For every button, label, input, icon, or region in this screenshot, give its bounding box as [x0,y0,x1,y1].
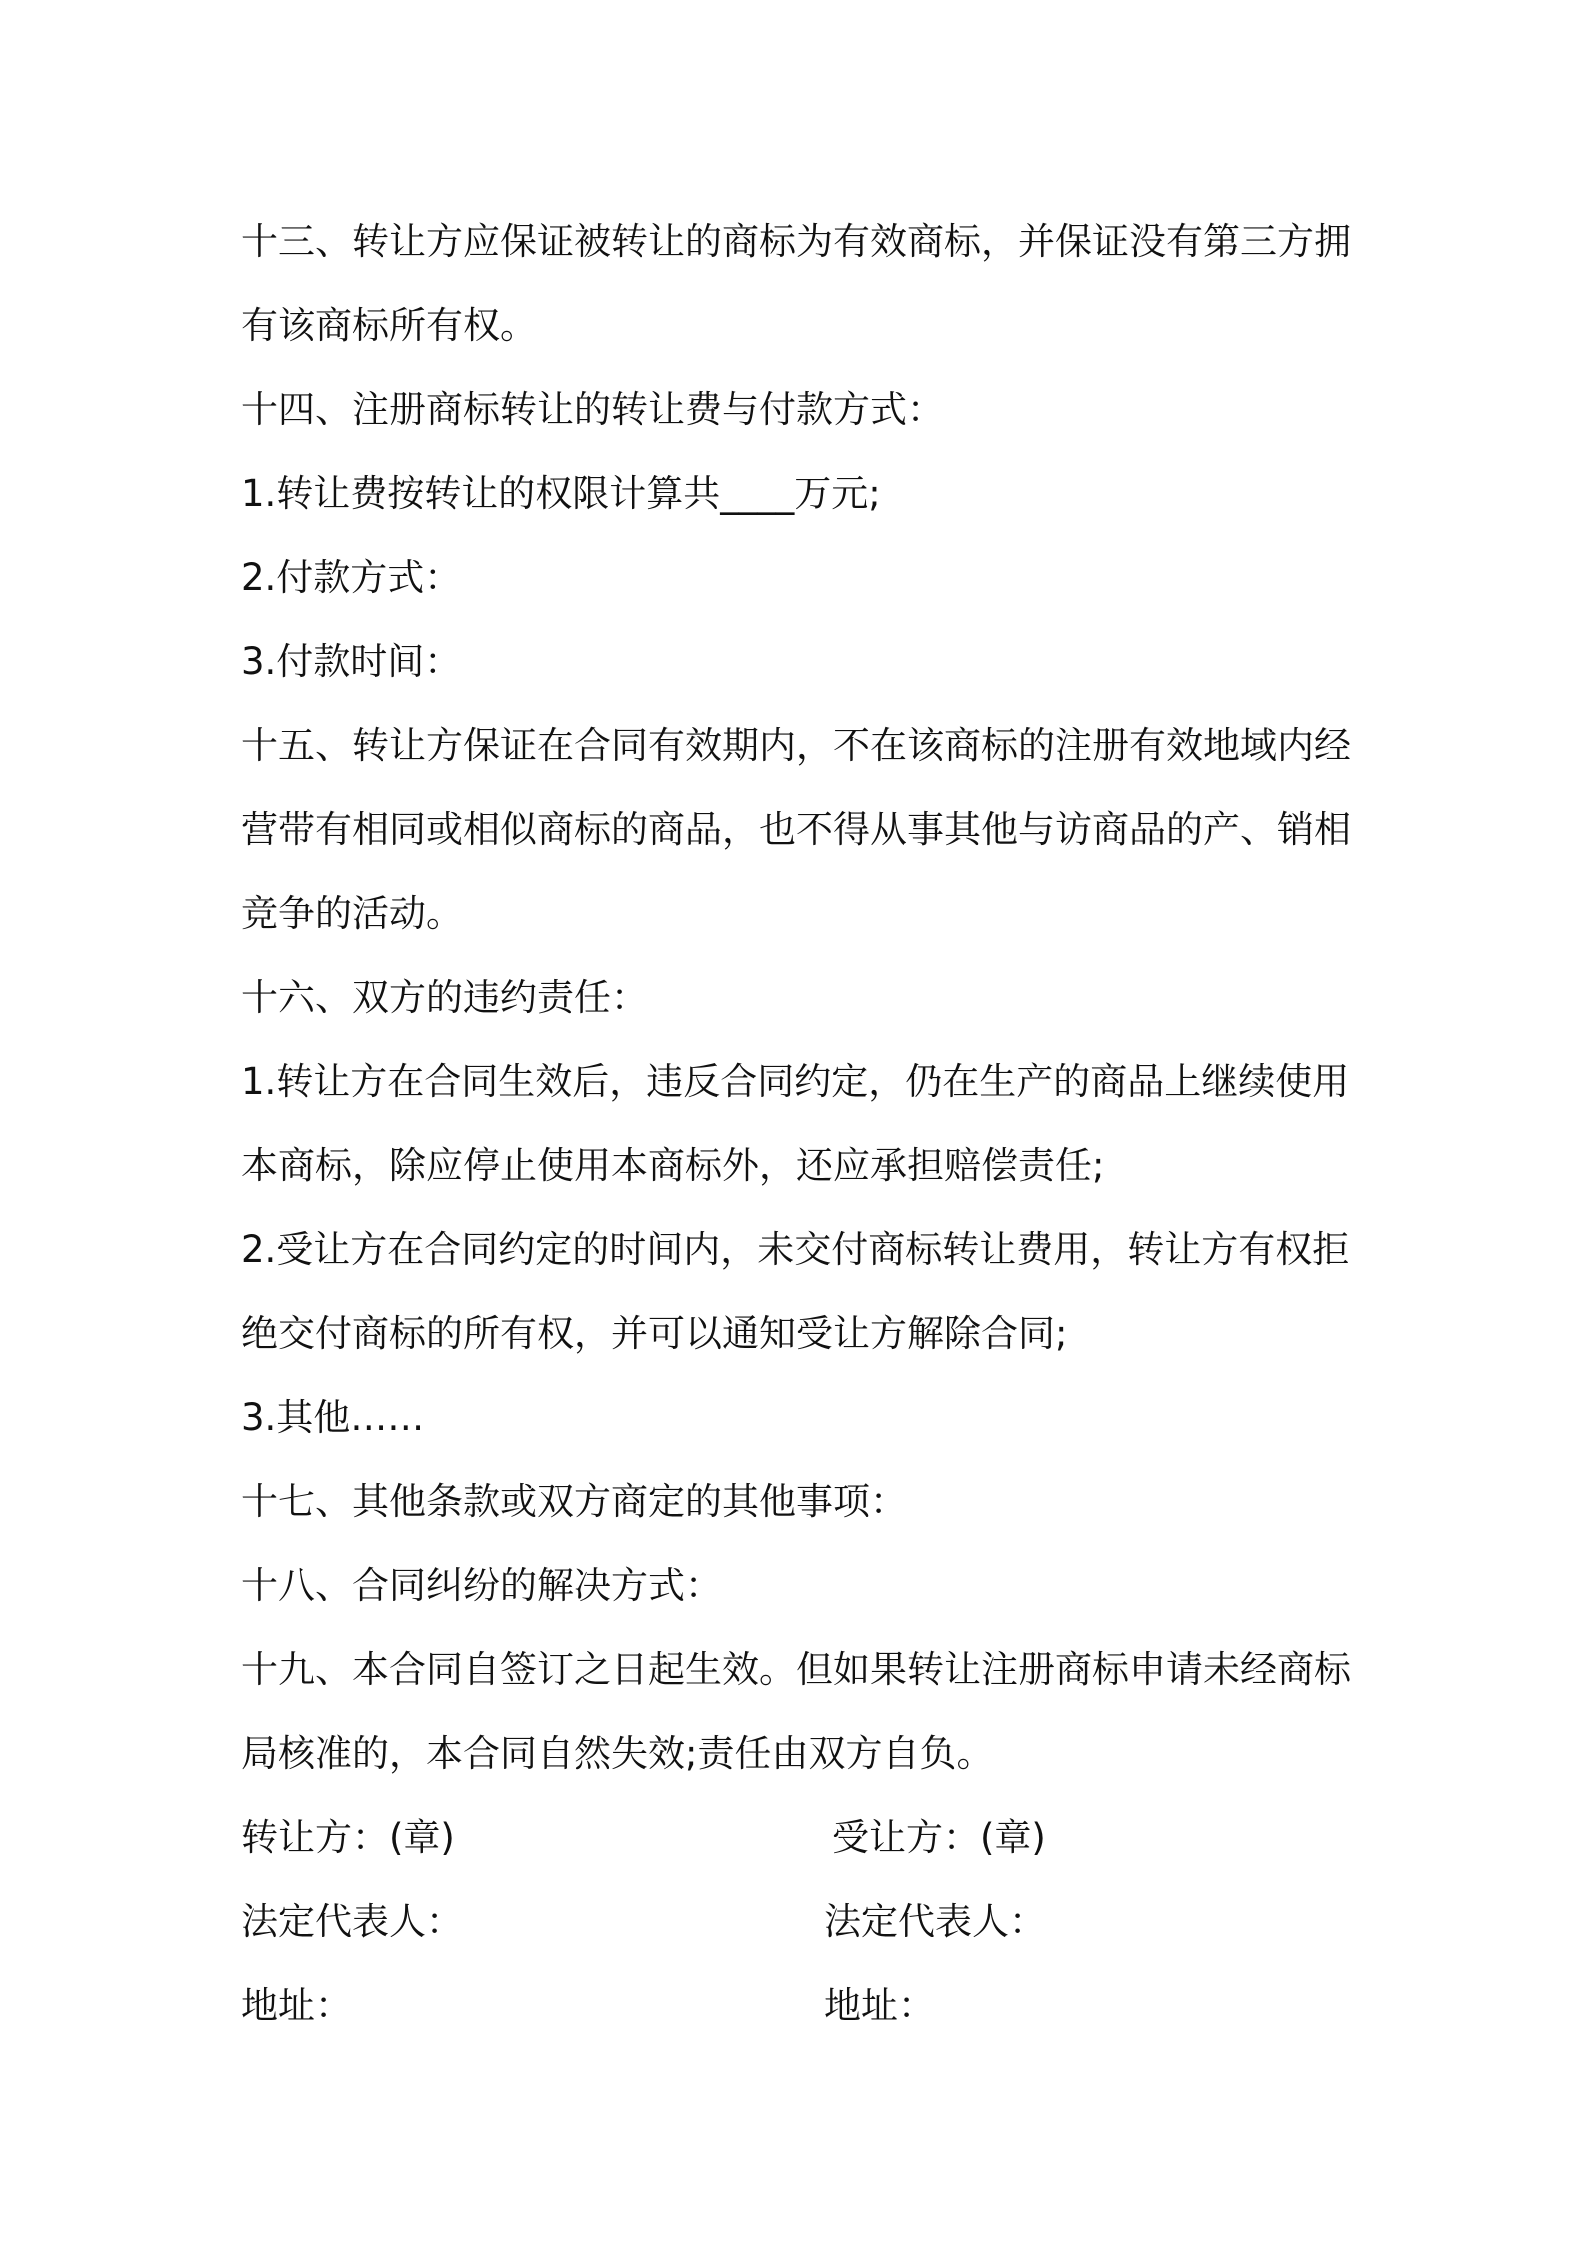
clause-14-item-1: 1.转让费按转让的权限计算共____万元; [241,472,881,515]
clause-16: 十六、双方的违约责任： [241,976,648,1019]
clause-17: 十七、其他条款或双方商定的其他事项： [241,1480,907,1523]
clause-16-item-2: 2.受让方在合同约定的时间内，未交付商标转让费用，转让方有权拒绝交付商标的所有权，并可以通知受让方解除合同; [241,1228,1350,1355]
transferor-representative-label: 法定代表人： [241,1900,463,1943]
clause-13: 十三、转让方应保证被转让的商标为有效商标，并保证没有第三方拥有该商标所有权。 [241,220,1351,347]
clause-14-item-3: 3.付款时间： [241,640,462,683]
clause-16-item-1: 1.转让方在合同生效后，违反合同约定，仍在生产的商品上继续使用本商标，除应停止使用本商标外，还应承担赔偿责任; [241,1060,1350,1187]
clause-19: 十九、本合同自签订之日起生效。但如果转让注册商标申请未经商标局核准的，本合同自然失效;责任由双方自负。 [241,1648,1351,1775]
contract-page [241,200,1361,2048]
signature-row-seal [241,1796,1361,1880]
clause-18: 十八、合同纠纷的解决方式： [241,1564,722,1607]
signature-row-address [241,1964,1361,2048]
clause-16-item-3: 3.其他…… [241,1396,425,1439]
transferor-seal-label: 转让方：(章) [241,1816,455,1859]
transferee-address-label: 地址： [824,1984,935,2027]
signature-row-representative [241,1880,1361,1964]
clause-14-item-2: 2.付款方式： [241,556,462,599]
clause-15: 十五、转让方保证在合同有效期内，不在该商标的注册有效地域内经营带有相同或相似商标的商品，也不得从事其他与访商品的产、销相竞争的活动。 [241,724,1351,935]
transferee-seal-label: 受让方：(章) [832,1816,1046,1859]
transferee-representative-label: 法定代表人： [824,1900,1046,1943]
clause-14: 十四、注册商标转让的转让费与付款方式： [241,388,944,431]
transferor-address-label: 地址： [241,1984,352,2027]
